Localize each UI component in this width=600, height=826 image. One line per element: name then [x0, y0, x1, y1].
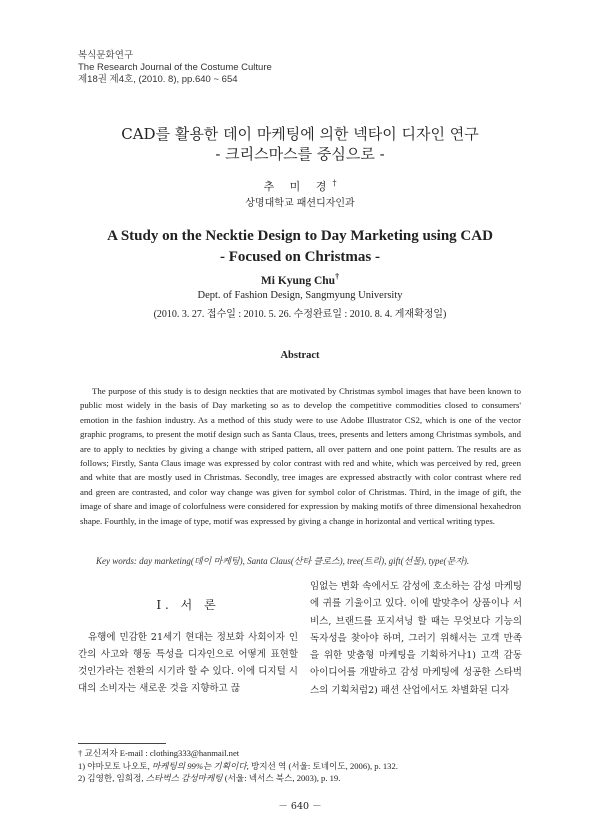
journal-issue: 제18권 제4호, (2010. 8), pp.640 ~ 654: [78, 74, 238, 85]
body-text-right-column: 임없는 변화 속에서도 감성에 호소하는 감성 마케팅에 귀를 기울이고 있다. 이에 발맞추어 상품이나 서비스, 브랜드를 포지셔닝 할 때는 무엇보다 기능의 독자성을 찾아야 하며, 그러기 위해서는 고객 만족을 위한 맞춤형 마케팅을 기획하거나1) 고객 감동 아이디어를 개발하고 감성 마케팅에 성공한 스타벅스의 기획처럼2) 패션 산업에서도 차별화된 디자: [310, 581, 522, 696]
footnote-corresponding: † 교신저자 E-mail : clothing333@hanmail.net: [78, 748, 240, 758]
abstract-text: The purpose of this study is to design neckties that are motivated by Christmas symbol images that have been known to public most widely in the basis of Day marketing so as to develop the competitive commodities closed to consumers' emotion in the fashion industry. As a method of this study were to use Adobe Illustrator CS2, which is one of the vector graphic programs, to present the motif design such as Santa Claus, trees, presents and letters among Christmas symbols, and are to apply to neckties by giving a change with striped pattern, all over pattern and one point pattern. The results are as follows; Firstly, Santa Claus image was expressed by color contrast with red and white, which was perceived by red, green and white that are mostly used in Christmas. Secondly, tree images are expressed abstractly with color contrast where red and green are contrasted, and color way change was given for symbol color of Christmas. Third, in the image of gift, the image of share and image of colorfulness were considered for expression by making motifs of three dimensional hexahedron shape. Fourthly, in the image of type, motif was expressed by giving a change in horizontal and vertical writing types.: [80, 386, 521, 526]
footnote-2: [78, 772, 523, 785]
journal-name-ko: 복식문화연구: [78, 50, 134, 61]
footnote-1-prefix: 1) 야마모토 나오토,: [78, 760, 152, 771]
author-mark-en: †: [335, 272, 340, 281]
footnote-2-prefix: 2) 김영한, 임희정,: [78, 773, 146, 783]
footnote-divider: [78, 743, 166, 744]
keywords: Key words: day marketing(데이 마케팅), Santa Claus(산타 클로스), tree(트리), gift(선물), type(문자).: [96, 556, 470, 566]
korean-title-line2: - 크리스마스를 중심으로 -: [215, 145, 385, 163]
journal-name-en: The Research Journal of the Costume Culture: [78, 62, 272, 73]
english-title: [0, 226, 600, 268]
submission-dates: (2010. 3. 27. 접수일 : 2010. 5. 26. 수정완료일 : 2010. 8. 4. 게재확정일): [153, 309, 447, 320]
author-korean: [0, 178, 600, 194]
author-mark-ko: †: [332, 178, 337, 188]
author-korean-name: 추 미 경: [263, 180, 333, 193]
section-title-introduction: Ⅰ. 서 론: [156, 598, 220, 612]
page-number: － 640 －: [278, 801, 322, 812]
korean-title-line1: CAD를 활용한 데이 마케팅에 의한 넥타이 디자인 연구: [121, 125, 479, 143]
english-title-line1: A Study on the Necktie Design to Day Marketing using CAD: [107, 228, 493, 244]
footnote-1-title: 마케팅의 99%는 기획이다: [151, 760, 247, 771]
english-title-line2: - Focused on Christmas -: [220, 249, 380, 265]
body-text-left-column: 유행에 민감한 21세기 현대는 정보화 사회이자 인간의 사고와 행동 특성을 디자인으로 어떻게 표현할 것인가라는 전환의 시기라 할 수 있다. 이에 디지털 시대의 소비자는 새로운 것을 지향하고 끊: [78, 632, 298, 694]
affiliation-korean: 상명대학교 패션디자인과: [245, 198, 355, 209]
footnote-2-suffix: (서울: 넥서스 북스, 2003), p. 19.: [222, 773, 341, 783]
korean-title: [0, 124, 600, 164]
department-english: Dept. of Fashion Design, Sangmyung University: [197, 290, 403, 301]
abstract-heading: Abstract: [280, 350, 320, 361]
author-english-name: Mi Kyung Chu: [260, 274, 336, 287]
footnote-1: [78, 760, 523, 773]
footnote-1-suffix: , 방지선 역 (서울: 토네이도, 2006), p. 132.: [246, 760, 398, 771]
footnote-2-title: 스타벅스 감성마케팅: [145, 773, 223, 783]
author-english: [0, 272, 600, 287]
footnotes: [78, 747, 523, 785]
journal-header: [78, 50, 272, 86]
